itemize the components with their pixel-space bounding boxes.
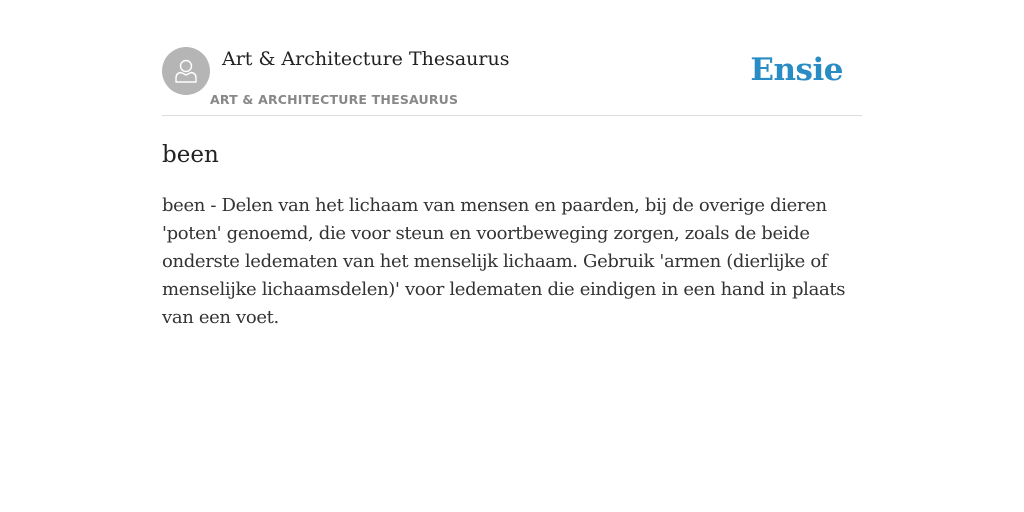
source-title[interactable]: Art & Architecture Thesaurus: [222, 48, 510, 70]
brand-logo[interactable]: Ensie: [750, 52, 843, 88]
source-subtitle[interactable]: ART & ARCHITECTURE THESAURUS: [210, 92, 459, 107]
entry-header: [162, 45, 862, 116]
user-icon: [171, 56, 201, 86]
entry-term: been: [162, 142, 219, 168]
avatar[interactable]: [162, 47, 210, 95]
entry-definition: been - Delen van het lichaam van mensen en paarden, bij de overige dieren 'poten' genoemd, die voor steun en voortbeweging zorgen, zoals de beide onderste ledematen van het menselijk lichaam. Gebruik 'armen (dierlijke of menselijke lichaamsdelen)' voor ledematen die eindigen in een hand in plaats van een voet.: [162, 195, 846, 328]
